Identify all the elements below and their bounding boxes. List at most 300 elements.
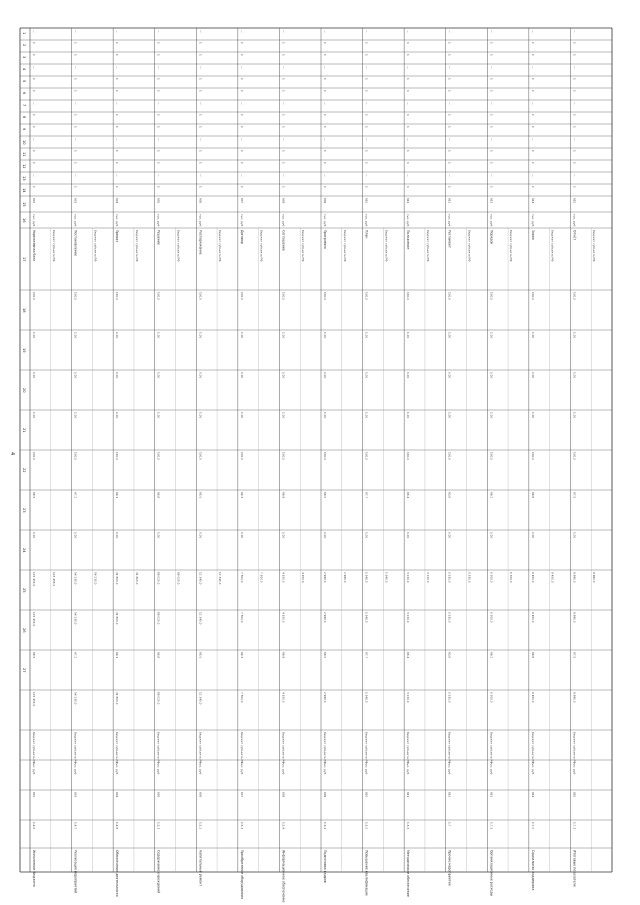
row-number-cell: 1 [239,78,244,80]
row-number-cell: 1 [364,186,369,188]
row-code: 1.4.6 [32,822,36,830]
row-number-cell: 1 [156,54,161,56]
row-number-cell: 1 [32,150,36,152]
row-value-1b: 12 340,0 [198,612,203,625]
row-code2-b: 911 [406,792,411,798]
row-number-cell: 1 [323,78,327,80]
row-number-cell: 1 [323,150,327,152]
row-number-cell: 1 [530,162,535,164]
row-value-7: 1,00 [156,332,161,339]
row-number-cell: 1 [572,150,577,152]
row-value-5: 1,00 [198,412,203,419]
row-unit: тыс. руб [406,214,411,227]
row-number-cell: 1 [73,78,78,80]
row-number-cell: 1 [239,126,244,128]
row-number-cell: — [364,30,369,33]
row-unit: тыс. руб [530,214,535,227]
row-number-cell: 1 [323,126,327,128]
row-kind: Бюджет субъекта РФ [32,732,36,764]
row-name: Содержание учреждений [156,850,161,894]
row-number-cell: — [198,174,203,177]
row-code2-b: 909 [323,792,327,798]
row-value-6: 0,00 [447,372,452,379]
row-value-2: 0,00 [156,532,161,539]
row-number-cell: — [281,102,286,105]
row-unit-b: тыс. руб [156,762,161,775]
row-number-cell: — [156,138,161,141]
row-code: 1.5.1 [156,822,161,830]
row-value-1c: 1 640,0 [364,692,369,703]
row-value-1d: 8 450,0 [550,572,555,583]
row-value-2: 0,00 [489,532,494,539]
row-value-1c: 8 450,0 [530,692,535,703]
row-value-5: 1,00 [32,412,36,419]
row-number-cell: 1 [115,42,120,44]
row-value-3b: 96,4 [406,652,411,659]
row-value-1c: 123 456,0 [32,692,36,707]
row-note: Постановление [73,230,78,256]
row-number-cell: 1 [364,150,369,152]
row-kind: Бюджет субъекта РФ [198,732,203,764]
row-value-3: 98,5 [32,492,36,499]
row-number-cell: — [239,66,244,69]
row-value-1: 3 220,0 [406,572,411,583]
row-value-5: 1,00 [323,412,327,419]
row-value-2: 0,00 [323,532,327,539]
row-value-5: 1,00 [364,412,369,419]
row-name: Приобретение оборудования [239,850,244,900]
row-unit-b: тыс. руб [281,762,286,775]
row-kind-b: Бюджет субъекта РФ [218,230,223,262]
row-unit: тыс. руб [156,214,161,227]
row-number-cell: 1 [32,126,36,128]
column-number: 1 [22,32,26,35]
row-code: 1.7.2 [530,822,535,830]
row-number-cell: 1 [406,90,411,92]
column-number: 23 [22,508,26,513]
row-unit: тыс. руб [115,214,120,227]
row-number-cell: 1 [323,162,327,164]
row-number-cell: 1 [572,78,577,80]
row-number-cell: 1 [281,54,286,56]
row-value-7: 1,00 [406,332,411,339]
row-note: Регламент [447,230,452,248]
row-number-cell: — [239,102,244,105]
row-value-1: 54 210,0 [73,572,78,585]
row-code2: 903 [73,198,78,204]
row-value-1: 8 450,0 [530,572,535,583]
row-kind-b: Бюджет субъекта РФ [342,230,347,262]
column-number: 16 [22,218,26,223]
row-number-cell: 1 [489,186,494,188]
row-number-cell: — [115,30,120,33]
column-number: 21 [22,428,26,433]
row-number-cell: 1 [281,42,286,44]
column-number: 15 [22,202,26,207]
row-value-4: 100,0 [572,452,577,461]
row-number-cell: 1 [156,42,161,44]
column-number: 17 [22,257,26,262]
column-number: 3 [22,56,26,59]
row-value-7: 1,00 [73,332,78,339]
row-number-cell: 1 [530,42,535,44]
row-unit: тыс. руб [198,214,203,227]
row-number-cell: — [73,102,78,105]
row-number-cell: — [364,66,369,69]
row-kind: Бюджет субъекта РФ [156,732,161,764]
row-number-cell: 1 [364,114,369,116]
row-value-3b: 96,8 [156,652,161,659]
row-number-cell: 1 [198,90,203,92]
row-value-2: 0,00 [73,532,78,539]
row-number-cell: 1 [447,186,452,188]
row-name: Исполнение бюджета [32,850,36,887]
row-number-cell: 1 [73,54,78,56]
row-value-1b: 3 220,0 [406,612,411,623]
row-number-cell: 1 [530,114,535,116]
row-value-8: 100,0 [198,292,203,301]
column-number: 2 [22,44,26,47]
row-number-cell: 1 [281,90,286,92]
column-number: 25 [22,588,26,593]
row-value-1: 2 980,0 [323,572,327,583]
row-value-1c: 6 300,0 [489,692,494,703]
row-value-1b: 6 300,0 [489,612,494,623]
row-number-cell: — [572,138,577,141]
row-value-7: 1,00 [239,332,244,339]
row-number-cell: 1 [530,126,535,128]
row-number-cell: 1 [156,78,161,80]
row-number-cell: 1 [489,114,494,116]
row-value-5: 1,00 [115,412,120,419]
row-number-cell: 1 [115,78,120,80]
row-unit: тыс. руб [323,214,327,227]
row-value-4: 100,0 [198,452,203,461]
row-kind: Бюджет субъекта РФ [489,732,494,764]
column-number: 26 [22,628,26,633]
row-value-4: 100,0 [489,452,494,461]
row-kind: Бюджет субъекта РФ [447,732,452,764]
row-value-6: 0,00 [156,372,161,379]
page-number: 4 [9,452,15,456]
row-value-4: 100,0 [530,452,535,461]
row-note: Приказ [115,230,120,243]
column-number: 11 [22,152,26,157]
column-number: 13 [22,176,26,181]
row-unit-b: тыс. руб [364,762,369,775]
row-number-cell: — [115,102,120,105]
row-number-cell: 1 [239,186,244,188]
column-number: 12 [22,164,26,169]
row-value-1c: 5 510,0 [447,692,452,703]
row-value-3b: 99,2 [489,652,494,659]
row-code: 1.4.7 [73,822,78,830]
row-value-1c: 54 210,0 [73,692,78,705]
column-number: 22 [22,468,26,473]
row-kind-b: Бюджет субъекта РФ [301,230,306,262]
row-number-cell: 1 [281,186,286,188]
row-number-cell: 1 [156,186,161,188]
row-code: 1.5.2 [198,822,203,830]
row-value-3: 97,2 [73,492,78,499]
row-name: Организационные расходы [489,850,494,897]
row-value-8: 100,0 [73,292,78,301]
row-number-cell: — [73,174,78,177]
row-code2-b: 906 [198,792,203,798]
row-number-cell: — [406,174,411,177]
row-note: Положение [406,230,411,250]
row-number-cell: 1 [198,162,203,164]
row-kind: Бюджет субъекта РФ [323,732,327,764]
row-number-cell: 1 [115,126,120,128]
row-value-6: 0,00 [32,372,36,379]
row-value-7: 1,00 [572,332,577,339]
row-value-3b: 99,1 [115,652,120,659]
row-value-1d: 31 800,0 [134,572,139,585]
column-number: 4 [22,68,26,71]
row-value-1c: 4 150,0 [281,692,286,703]
row-value-7: 1,00 [364,332,369,339]
row-value-4: 100,0 [115,452,120,461]
row-number-cell: 1 [572,42,577,44]
row-number-cell: 1 [572,114,577,116]
row-number-cell: 1 [406,114,411,116]
row-number-cell: 1 [489,90,494,92]
row-code2-b: 902 [32,792,36,798]
row-value-6: 0,00 [323,372,327,379]
column-number: 10 [22,140,26,145]
row-kind: Бюджет субъекта РФ [572,732,577,764]
row-value-1d: 7 600,0 [259,572,264,583]
row-value-1c: 89 020,0 [156,692,161,705]
row-note: Закон [530,230,535,240]
row-number-cell: 1 [156,90,161,92]
row-name: Методическое обеспечение [406,850,411,897]
row-name: Реализация мероприятий [73,850,78,894]
row-value-4: 100,0 [281,452,286,461]
row-value-1b: 1 640,0 [364,612,369,623]
row-value-4: 100,0 [323,452,327,461]
row-number-cell: 1 [73,42,78,44]
row-code: 1.6.3 [406,822,411,830]
row-value-1d: 123 456,0 [51,572,56,587]
row-number-cell: — [530,174,535,177]
row-value-3b: 97,7 [364,652,369,659]
row-code2-b: 913 [489,792,494,798]
row-code2-b: 908 [281,792,286,798]
row-kind: Бюджет субъекта РФ [530,732,535,764]
row-number-cell: — [364,174,369,177]
row-value-2: 0,00 [406,532,411,539]
row-value-1b: 89 020,0 [156,612,161,625]
row-value-8: 100,0 [406,292,411,301]
row-unit-b: тыс. руб [73,762,78,775]
row-value-7: 1,00 [115,332,120,339]
column-number: 8 [22,116,26,119]
row-value-1b: 2 980,0 [323,612,327,623]
row-name: Информационное обеспечение [281,850,286,903]
row-number-cell: — [530,138,535,141]
row-number-cell: 1 [572,90,577,92]
row-number-cell: 1 [406,186,411,188]
row-value-8: 100,0 [156,292,161,301]
row-unit-b: тыс. руб [406,762,411,775]
row-number-cell: 1 [323,42,327,44]
row-number-cell: — [323,30,327,33]
row-value-2: 0,00 [115,532,120,539]
row-number-cell: 1 [530,150,535,152]
row-value-8: 100,0 [323,292,327,301]
row-unit: тыс. руб [364,214,369,227]
row-code2-b: 912 [447,792,452,798]
row-value-8: 100,0 [447,292,452,301]
row-unit-b: тыс. руб [530,762,535,775]
row-code2: 911 [406,198,411,204]
row-kind: Бюджет субъекта РФ [239,732,244,764]
row-code: 1.4.8 [115,822,120,830]
row-value-4: 100,0 [32,452,36,461]
row-value-6: 0,00 [572,372,577,379]
row-code: 1.7.3 [572,822,577,830]
row-kind-b: Бюджет субъекта РФ [134,230,139,262]
row-number-cell: 1 [239,42,244,44]
row-value-3b: 93,6 [447,652,452,659]
row-value-3b: 99,9 [281,652,286,659]
row-number-cell: — [406,30,411,33]
row-number-cell: 1 [489,78,494,80]
row-value-1c: 2 980,0 [323,692,327,703]
row-value-8: 100,0 [364,292,369,301]
row-number-cell: — [572,66,577,69]
row-number-cell: 1 [239,162,244,164]
row-unit: тыс. руб [447,214,452,227]
row-value-7: 1,00 [32,332,36,339]
row-number-cell: — [364,138,369,141]
row-number-cell: — [156,174,161,177]
row-number-cell: — [489,66,494,69]
row-code: 1.6.1 [323,822,327,830]
row-number-cell: — [32,102,36,105]
row-value-3: 96,4 [406,492,411,499]
row-value-5: 1,00 [156,412,161,419]
row-value-5: 1,00 [447,412,452,419]
row-number-cell: 1 [364,78,369,80]
row-code2: 905 [156,198,161,204]
row-number-cell: 1 [406,150,411,152]
row-value-3b: 94,3 [239,652,244,659]
row-unit: тыс. руб [73,214,78,227]
row-value-3b: 98,0 [323,652,327,659]
row-unit-b: тыс. руб [198,762,203,775]
row-number-cell: 1 [447,78,452,80]
row-value-2: 0,00 [572,532,577,539]
row-code2-b: 910 [364,792,369,798]
row-number-cell: — [489,102,494,105]
row-value-3: 99,2 [489,492,494,499]
row-value-3: 97,5 [572,492,577,499]
row-value-3b: 97,5 [572,652,577,659]
row-code2: 909 [323,198,327,204]
row-code2-b: 915 [572,792,577,798]
row-number-cell: — [364,102,369,105]
row-note: Нормативная база [32,230,36,262]
row-number-cell: 1 [364,42,369,44]
row-value-2: 0,00 [530,532,535,539]
row-number-cell: 1 [323,186,327,188]
row-number-cell: 1 [489,42,494,44]
row-value-8: 100,0 [572,292,577,301]
column-number: 9 [22,128,26,131]
row-number-cell: — [323,66,327,69]
row-number-cell: 1 [198,42,203,44]
row-value-1: 123 456,0 [32,572,36,587]
row-number-cell: — [73,66,78,69]
column-number: 6 [22,92,26,95]
row-number-cell: — [32,66,36,69]
row-value-7: 1,00 [530,332,535,339]
row-code: 1.7 [447,822,452,827]
column-number: 5 [22,80,26,83]
row-code2-b: 903 [73,792,78,798]
row-number-cell: 1 [364,90,369,92]
row-value-3: 95,0 [198,492,203,499]
row-number-cell: — [281,30,286,33]
row-value-5: 1,00 [239,412,244,419]
row-number-cell: — [489,138,494,141]
row-value-2: 0,00 [32,532,36,539]
row-kind-b: Бюджет субъекта РФ [384,230,389,262]
row-number-cell: 1 [447,114,452,116]
row-kind-b: Бюджет субъекта РФ [51,230,56,262]
row-number-cell: 1 [198,126,203,128]
row-value-3: 98,0 [323,492,327,499]
row-number-cell: 1 [32,54,36,56]
row-number-cell: — [489,30,494,33]
row-number-cell: — [281,66,286,69]
row-number-cell: — [239,138,244,141]
row-number-cell: — [239,30,244,33]
row-value-5: 1,00 [281,412,286,419]
row-number-cell: 1 [239,114,244,116]
row-code2: 913 [489,198,494,204]
row-number-cell: 1 [489,54,494,56]
row-value-6: 0,00 [115,372,120,379]
row-value-1c: 3 220,0 [406,692,411,703]
row-code2: 910 [364,198,369,204]
row-number-cell: — [323,174,327,177]
row-value-1: 31 800,0 [115,572,120,585]
row-number-cell: — [73,138,78,141]
row-value-1d: 3 220,0 [425,572,430,583]
row-value-1d: 2 980,0 [342,572,347,583]
row-number-cell: 1 [73,162,78,164]
row-number-cell: — [32,138,36,141]
row-number-cell: 1 [281,114,286,116]
row-code2-b: 904 [115,792,120,798]
row-number-cell: — [572,102,577,105]
row-number-cell: 1 [406,126,411,128]
row-value-1c: 31 800,0 [115,692,120,705]
row-value-4: 100,0 [364,452,369,461]
row-value-5: 1,00 [572,412,577,419]
column-number: 19 [22,348,26,353]
row-value-7: 1,00 [323,332,327,339]
row-note: Порядок [489,230,494,245]
row-value-8: 100,0 [530,292,535,301]
row-number-cell: — [198,102,203,105]
row-value-4: 100,0 [239,452,244,461]
row-kind-b: Бюджет субъекта РФ [176,230,181,262]
